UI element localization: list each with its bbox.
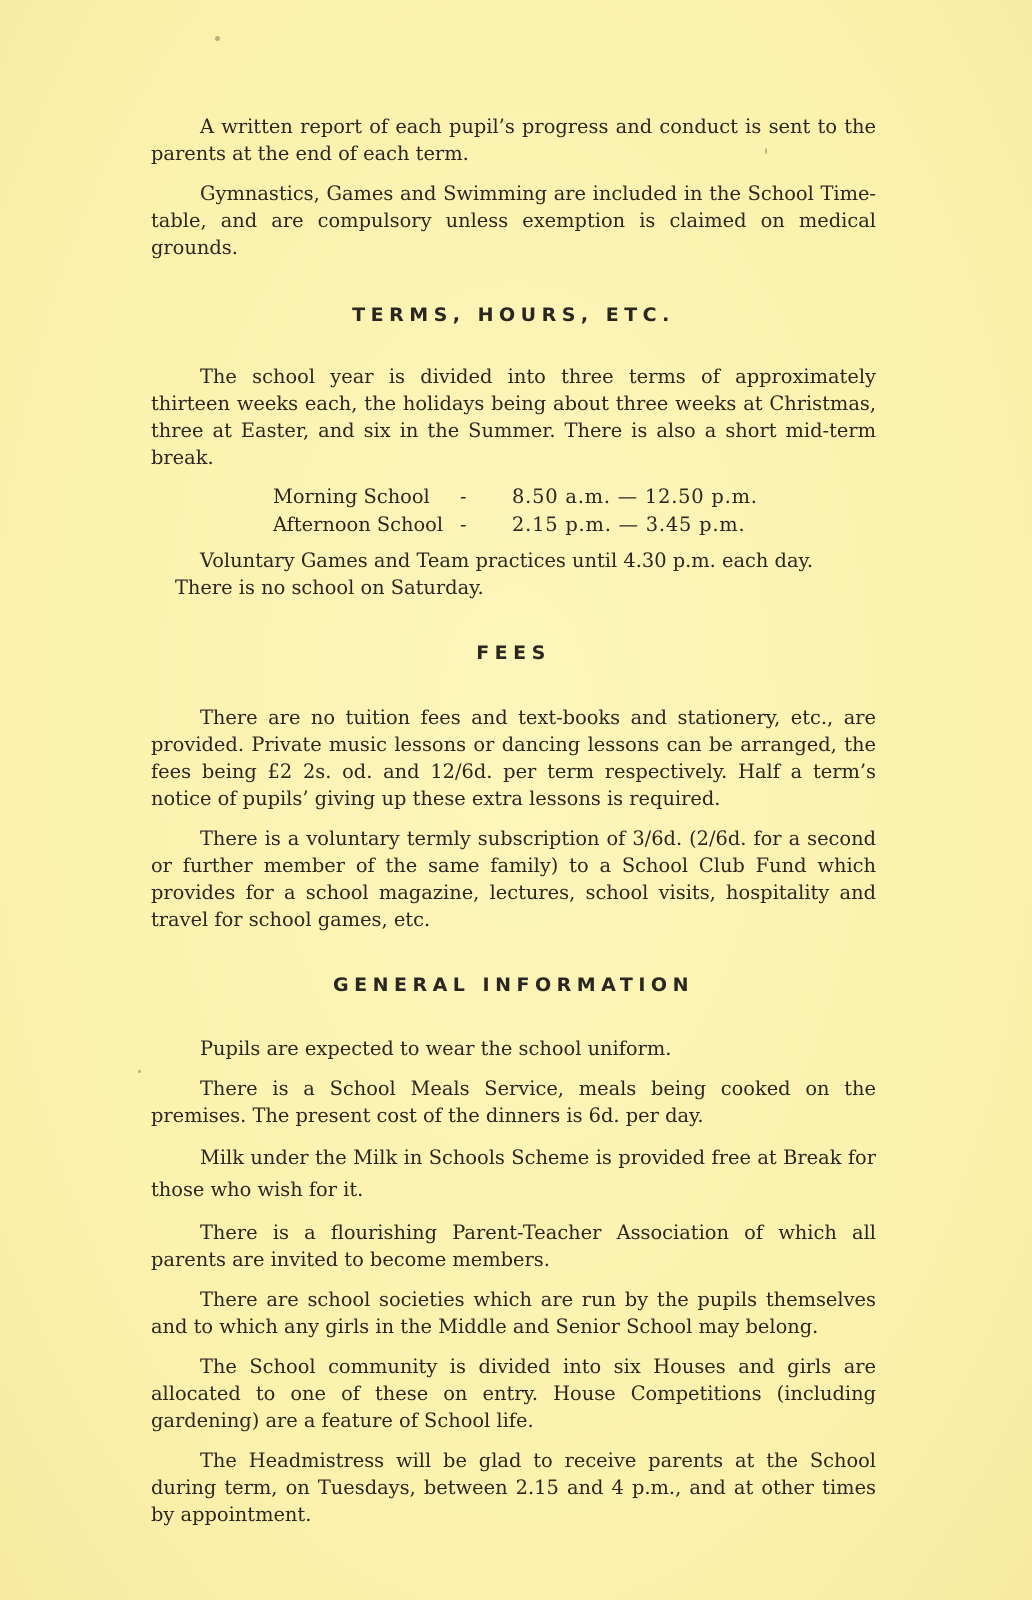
- school-hours-table: [273, 483, 876, 539]
- morning-school-label: Morning School: [273, 485, 430, 508]
- paper-speck: [215, 36, 220, 41]
- afternoon-school-dash: -: [460, 513, 467, 536]
- gymnastics-paragraph: Gymnastics, Games and Swimming are included in the School Time-table, and are compulsory unless exemption is claimed on medical grounds.: [151, 182, 876, 259]
- general-information-section: [151, 973, 876, 1528]
- afternoon-school-time: 2.15 p.m. — 3.45 p.m.: [512, 513, 746, 536]
- afternoon-school-row: [273, 511, 876, 539]
- houses-paragraph: The School community is divided into six Houses and girls are allocated to one of these on entry. House Competitions (including gardening) are a feature of School life.: [151, 1355, 876, 1432]
- fees-heading: FEES: [476, 642, 551, 664]
- intro-section: [151, 113, 876, 261]
- subscription-paragraph: There is a voluntary termly subscription of 3/6d. (2/6d. for a second or further member of the same family) to a School Club Fund which provides for a school magazine, lectures, school visits, hospitality and travel for school games, etc.: [151, 827, 876, 931]
- milk-paragraph: Milk under the Milk in Schools Scheme is provided free at Break for those who wish for it.: [151, 1146, 876, 1201]
- morning-school-dash: -: [460, 485, 467, 508]
- document-body: [151, 113, 876, 1528]
- meals-paragraph: There is a School Meals Service, meals being cooked on the premises. The present cost of the dinners is 6d. per day.: [151, 1077, 876, 1127]
- report-paragraph: A written report of each pupil’s progress and conduct is sent to the parents at the end of each term.: [151, 115, 876, 165]
- terms-heading: TERMS, HOURS, ETC.: [352, 304, 675, 326]
- general-information-heading: GENERAL INFORMATION: [333, 974, 694, 996]
- societies-paragraph: There are school societies which are run by the pupils themselves and to which any girls in the Middle and Senior School may belong.: [151, 1288, 876, 1338]
- uniform-paragraph: Pupils are expected to wear the school uniform.: [200, 1037, 672, 1060]
- morning-school-row: [273, 483, 876, 511]
- no-saturday-line: There is no school on Saturday.: [175, 576, 484, 599]
- parent-teacher-paragraph: There is a flourishing Parent-Teacher Association of which all parents are invited to become members.: [151, 1221, 876, 1271]
- morning-school-time: 8.50 a.m. — 12.50 p.m.: [512, 485, 758, 508]
- headmistress-paragraph: The Headmistress will be glad to receive parents at the School during term, on Tuesdays, between 2.15 and 4 p.m., and at other times by appointment.: [151, 1449, 876, 1526]
- tuition-fees-paragraph: There are no tuition fees and text-books and stationery, etc., are provided. Private music lessons or dancing lessons can be arranged, the fees being £2 2s. od. and 12/6d. per term respectively. Half a term’s notice of pupils’ giving up these extra lessons is required.: [151, 706, 876, 810]
- terms-section: [151, 303, 876, 601]
- afternoon-school-label: Afternoon School: [273, 513, 444, 536]
- voluntary-games-line: Voluntary Games and Team practices until 4.30 p.m. each day.: [200, 549, 814, 572]
- paper-speck: [138, 1070, 141, 1073]
- terms-paragraph: The school year is divided into three terms of approximately thirteen weeks each, the holidays being about three weeks at Christmas, three at Easter, and six in the Summer. There is also a short mid-term break.: [151, 365, 876, 469]
- fees-section: [151, 641, 876, 933]
